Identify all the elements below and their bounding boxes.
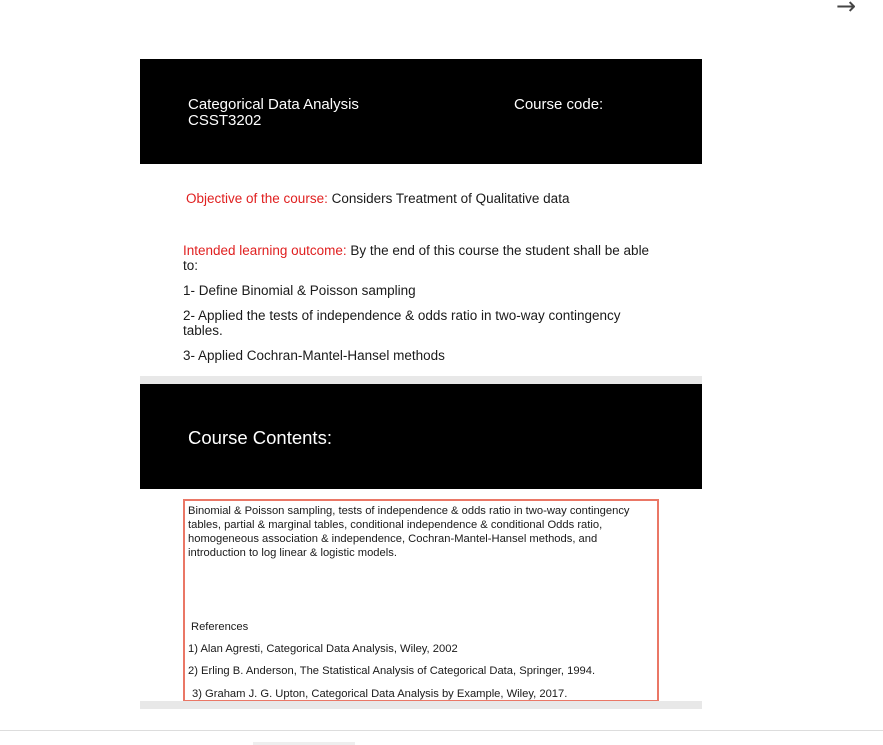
- course-title: [188, 97, 359, 129]
- objective-text: Considers Treatment of Qualitative data: [327, 191, 570, 206]
- course-code-label: Course code:: [514, 96, 604, 113]
- page-separator: [140, 376, 702, 384]
- reference-item: 2) Erling B. Anderson, The Statistical Analysis of Categorical Data, Springer, 1994.: [188, 665, 596, 677]
- reference-item: 3) Graham J. G. Upton, Categorical Data Analysis by Example, Wiley, 2017.: [192, 688, 568, 700]
- course-header-bar: [140, 59, 702, 164]
- slide-course-info: [140, 59, 702, 384]
- footer-divider: [0, 730, 883, 731]
- arrow-right-icon[interactable]: →: [836, 0, 857, 20]
- reference-item: 1) Alan Agresti, Categorical Data Analysis, Wiley, 2002: [188, 643, 458, 655]
- outcome-item: 2- Applied the tests of independence & odds ratio in two-way contingency tables.: [183, 308, 621, 338]
- contents-box: [183, 499, 659, 702]
- objective-label: Objective of the course:: [186, 191, 328, 206]
- slide-course-contents: [140, 384, 702, 709]
- contents-header-bar: [140, 384, 702, 489]
- learning-outcome-intro: [183, 243, 663, 273]
- course-title-line1: Categorical Data Analysis: [188, 96, 359, 113]
- references-title: References: [191, 621, 249, 633]
- course-objective: [186, 191, 569, 207]
- outcome-text: By the end of this course the student shall be able to:: [183, 243, 650, 273]
- outcome-item: 3- Applied Cochran-Mantel-Hansel methods: [183, 348, 445, 363]
- course-title-line2: CSST3202: [188, 112, 262, 129]
- document-pages: [140, 59, 702, 709]
- outcome-label: Intended learning outcome:: [183, 243, 347, 258]
- contents-title: Course Contents:: [188, 427, 332, 448]
- contents-text: Binomial & Poisson sampling, tests of independence & odds ratio in two-way contingency tables, partial & marginal tables, conditional independence & conditional Odds ratio, homogeneous association & independence, Cochran-Mantel-Hansel methods, and introduction to log linear & logistic models.: [188, 505, 630, 559]
- outcome-item: 1- Define Binomial & Poisson sampling: [183, 283, 416, 298]
- page-separator: [140, 701, 702, 709]
